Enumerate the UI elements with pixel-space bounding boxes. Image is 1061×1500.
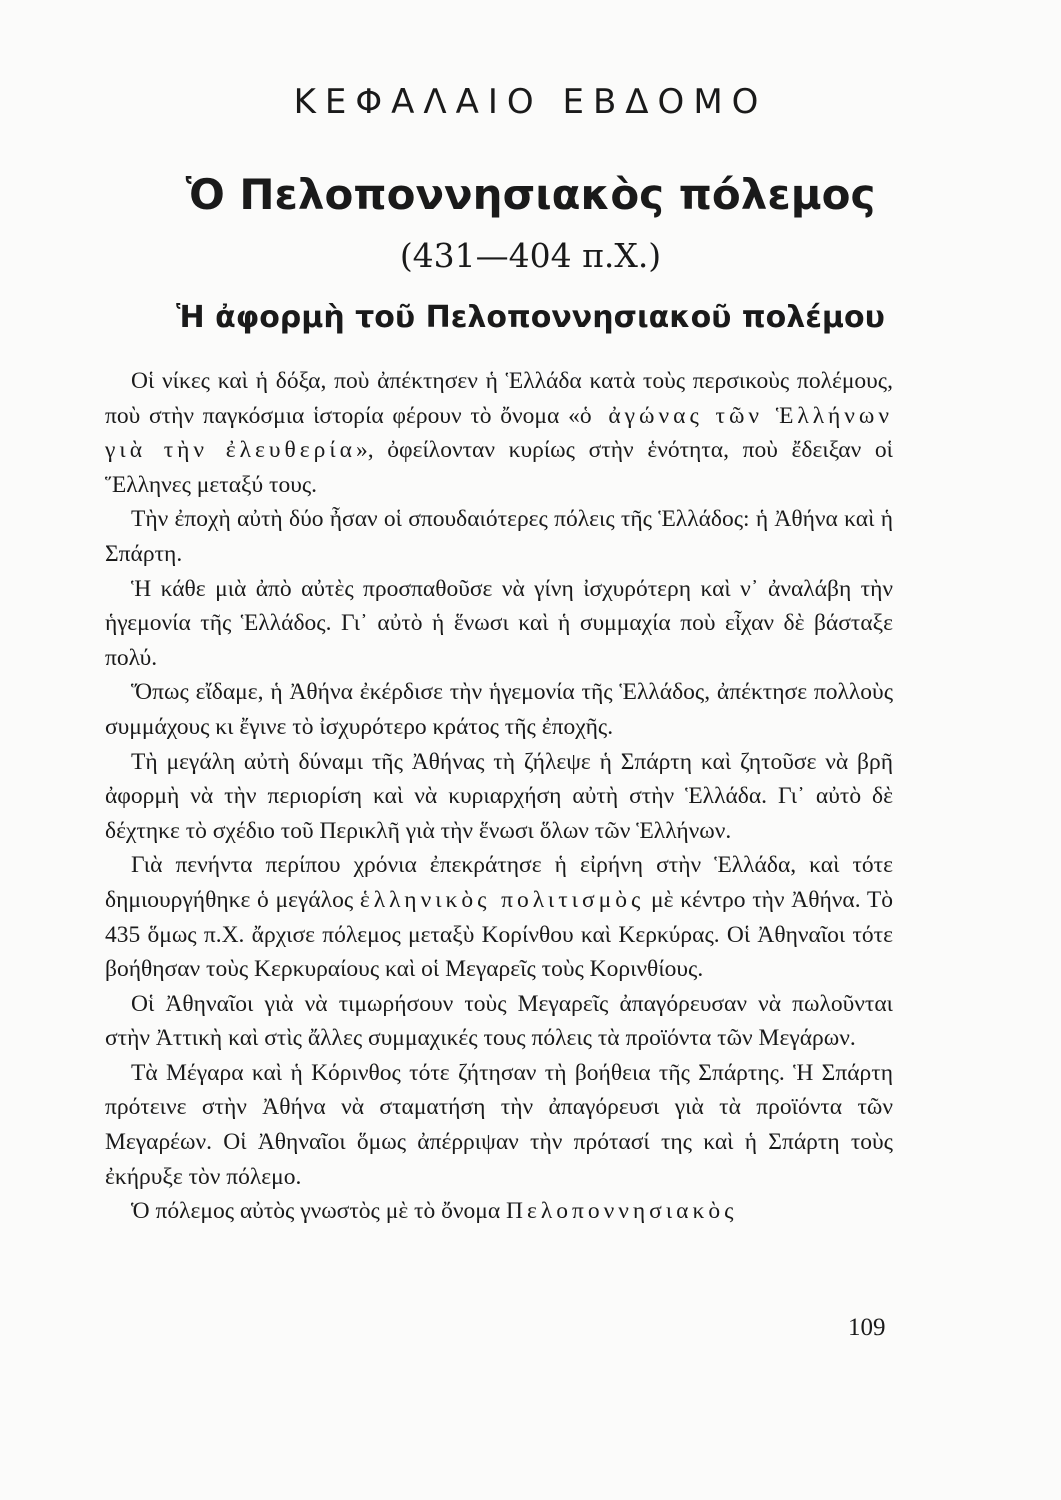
- paragraph-1-spaced-phrase: ὁ ἀγώνας τῶν Ἑλλήνων γιὰ τὴν ἐλευθερία: [105, 402, 893, 464]
- paragraph-9: [105, 1194, 893, 1229]
- paragraph-5: Τὴ μεγάλη αὐτὴ δύναμι τῆς Ἀθήνας τὴ ζήλεψε ἡ Σπάρτη καὶ ζητοῦσε νὰ βρῆ ἀφορμὴ νὰ τὴν περιορίση καὶ νὰ κυριαρχήση αὐτὴ στὴν Ἑλλάδα. Γι᾽ αὐτὸ δὲ δέχτηκε τὸ σχέδιο τοῦ Περικλῆ γιὰ τὴν ἕνωσι ὅλων τῶν Ἑλλήνων.: [105, 748, 893, 844]
- section-title: Ἡ ἀφορμὴ τοῦ Πελοποννησιακοῦ πολέμου: [176, 300, 885, 335]
- paragraph-6-text-a: Γιὰ πενήντα περίπου χρόνια ἐπεκράτησε ἡ εἰρήνη στὴν Ἑλλάδα, καὶ τότε δημιουργήθηκε ὁ μεγάλος: [105, 852, 893, 913]
- paragraph-6-text-c: μὲ κέντρο τὴν Ἀθήνα. Τὸ 435 ὅμως π.Χ. ἄρχισε πόλεμος μεταξὺ Κορίνθου καὶ Κερκύρας. Οἱ Ἀθηναῖοι τότε βοήθησαν τοὺς Κερκυραίους καὶ οἱ Μεγαρεῖς τοὺς Κορινθίους.: [105, 886, 893, 983]
- paragraph-1-text-a: Οἱ νίκες καὶ ἡ δόξα, ποὺ ἀπέκτησεν ἡ Ἑλλάδα κατὰ τοὺς περσικοὺς πολέμους, ποὺ στὴν παγκόσμια ἱστορία φέρουν τὸ ὄνομα «: [105, 368, 893, 429]
- body-text: [105, 364, 893, 1229]
- chapter-heading: ΚΕΦΑΛΑΙΟ ΕΒΔΟΜΟ: [293, 82, 768, 122]
- paragraph-4: Ὅπως εἴδαμε, ἡ Ἀθήνα ἐκέρδισε τὴν ἡγεμονία τῆς Ἑλλάδος, ἀπέκτησε πολλοὺς συμμάχους κι ἔγινε τὸ ἰσχυρότερο κράτος τῆς ἐποχῆς.: [105, 679, 893, 740]
- chapter-title: Ὁ Πελοποννησιακὸς πόλεμος: [185, 170, 876, 219]
- paragraph-6: [105, 848, 893, 986]
- paragraph-7: Οἱ Ἀθηναῖοι γιὰ νὰ τιμωρήσουν τοὺς Μεγαρεῖς ἀπαγόρευσαν νὰ πωλοῦνται στὴν Ἀττικὴ καὶ στὶς ἄλλες συμμαχικές τους πόλεις τὰ προϊόντα τῶν Μεγάρων.: [105, 990, 893, 1052]
- paragraph-6-spaced-phrase: ἑλληνικὸς πολιτισμὸς: [359, 886, 645, 913]
- paragraph-9-spaced-phrase: Πελοποννησιακὸς: [506, 1198, 738, 1225]
- paragraph-2: Τὴν ἐποχὴ αὐτὴ δύο ἦσαν οἱ σπουδαιότερες πόλεις τῆς Ἑλλάδος: ἡ Ἀθήνα καὶ ἡ Σπάρτη.: [105, 506, 893, 567]
- paragraph-1-text-c: », ὀφείλονταν κυρίως στὴν ἑνότητα, ποὺ ἔδειξαν οἱ Ἕλληνες μεταξύ τους.: [105, 437, 893, 498]
- paragraph-8: Τὰ Μέγαρα καὶ ἡ Κόρινθος τότε ζήτησαν τὴ βοήθεια τῆς Σπάρτης. Ἡ Σπάρτη πρότεινε στὴν Ἀθήνα νὰ σταματήση τὴν ἀπαγόρευσι γιὰ τὰ προϊόντα τῶν Μεγαρέων. Οἱ Ἀθηναῖοι ὅμως ἀπέρριψαν τὴν πρότασί της καὶ ἡ Σπάρτη τοὺς ἐκήρυξε τὸν πόλεμο.: [105, 1059, 893, 1190]
- paragraph-1: [105, 364, 893, 502]
- chapter-dates: (431—404 π.Χ.): [399, 236, 662, 275]
- paragraph-9-text-a: Ὁ πόλεμος αὐτὸς γνωστὸς μὲ τὸ ὄνομα: [131, 1198, 507, 1225]
- page-number: 109: [848, 1314, 886, 1341]
- paragraph-3: Ἡ κάθε μιὰ ἀπὸ αὐτὲς προσπαθοῦσε νὰ γίνη ἰσχυρότερη καὶ ν᾽ ἀναλάβη τὴν ἡγεμονία τῆς Ἑλλάδος. Γι᾽ αὐτὸ ἡ ἕνωσι καὶ ἡ συμμαχία ποὺ εἶχαν δὲ βάσταξε πολύ.: [105, 575, 893, 671]
